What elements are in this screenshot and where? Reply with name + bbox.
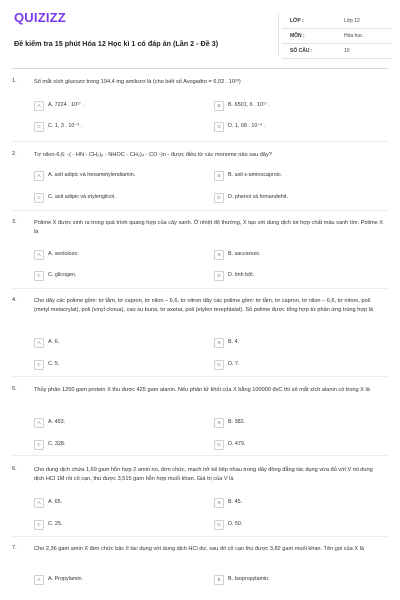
option-c[interactable] — [34, 122, 194, 134]
meta-row-subject — [282, 29, 392, 44]
option-text: C. 1, 3 . 10⁻³ . — [48, 123, 83, 130]
question-number: 4. — [12, 297, 17, 303]
worksheet-title: Đề kiểm tra 15 phút Hóa 12 Học kì 1 có đáp án (Lần 2 - Đề 3) — [14, 39, 219, 48]
question-separator — [12, 455, 388, 456]
question-text: Polime X được sinh ra trong quá trình quang hợp của cây xanh. Ở nhiệt độ thường, X tạo với dung dịch iot hợp chất màu xanh tím. Polime X là — [34, 220, 384, 235]
question-separator — [12, 376, 388, 377]
question-text: Thủy phân 1250 gam protein X thu được 425 gam alanin. Nếu phân tử khối của X bằng 100000 đvC thì số mắt xích alanin có trong X là — [34, 387, 370, 393]
option-text: C. 25. — [48, 521, 63, 528]
option-letter-box[interactable]: D — [214, 193, 224, 203]
option-letter-box[interactable]: D — [214, 271, 224, 281]
option-letter-box[interactable]: B — [214, 418, 224, 428]
question-number: 3. — [12, 219, 17, 225]
option-a[interactable] — [34, 575, 194, 587]
question-separator — [12, 288, 388, 289]
option-text: D. 479. — [228, 441, 246, 448]
option-c[interactable] — [34, 271, 194, 283]
option-a[interactable] — [34, 498, 194, 510]
option-a[interactable] — [34, 171, 194, 183]
option-b[interactable] — [214, 250, 374, 262]
option-d[interactable] — [214, 520, 374, 532]
worksheet-header — [12, 8, 388, 66]
question-text: Tơ nilon-6,6: -( - HN - CH₂)₆ - NHOC - CH₂)₄ - CO -)n - được điều từ các monome nào sau đây? — [34, 152, 272, 158]
option-text: A. 453. — [48, 419, 66, 426]
option-letter-box[interactable]: A — [34, 101, 44, 111]
option-b[interactable] — [214, 101, 374, 113]
question-number: 2. — [12, 151, 17, 157]
option-text: C. 328. — [48, 441, 66, 448]
option-letter-box[interactable]: B — [214, 575, 224, 585]
option-letter-box[interactable]: A — [34, 250, 44, 260]
option-text: A. axit adipic và hexametylendiamin. — [48, 172, 136, 179]
option-letter-box[interactable]: D — [214, 360, 224, 370]
header-rule — [12, 68, 388, 69]
option-letter-box[interactable]: C — [34, 122, 44, 132]
option-text: B. 6501, 6 . 10¹⁷ . — [228, 102, 270, 109]
option-text: C. glicogen. — [48, 272, 77, 279]
option-a[interactable] — [34, 338, 194, 350]
option-b[interactable] — [214, 418, 374, 430]
option-d[interactable] — [214, 360, 374, 372]
question-text: Cho dãy các polime gồm: tơ tằm, tơ capron, tơ nilon – 6,6, tơ nitron dãy các polime gồm: tơ tằm, tơ capron, tơ nilon – 6,6, tơ nitron, poli (metyl metacrylat), poli (vinyl clorua), cao su buna, tơ axetat, poli (etylen terephtalat). Số polime được tổng hợp từ phản ứng trùng hợp là — [34, 298, 374, 313]
option-b[interactable] — [214, 575, 374, 587]
option-letter-box[interactable]: D — [214, 122, 224, 132]
question-text: Số mắt xích glucozơ trong 194,4 mg amilozơ là (cho biết số Avogađro = 6,02 . 10²³) — [34, 79, 241, 85]
option-letter-box[interactable]: A — [34, 171, 44, 181]
option-a[interactable] — [34, 101, 194, 113]
option-letter-box[interactable]: B — [214, 250, 224, 260]
question-separator — [12, 210, 388, 211]
meta-row-count — [282, 44, 392, 59]
option-text: D. 7. — [228, 361, 240, 368]
option-c[interactable] — [34, 520, 194, 532]
option-text: B. axit ε-aminocaproic. — [228, 172, 283, 179]
option-text: B. saccarozo. — [228, 251, 261, 258]
option-text: A. 6. — [48, 339, 60, 346]
question-separator — [12, 536, 388, 537]
option-text: A. 7224 . 10¹⁷ . — [48, 102, 84, 109]
option-letter-box[interactable]: A — [34, 338, 44, 348]
option-letter-box[interactable]: C — [34, 271, 44, 281]
option-letter-box[interactable]: C — [34, 360, 44, 370]
option-letter-box[interactable]: B — [214, 498, 224, 508]
option-text: B. 382. — [228, 419, 246, 426]
option-letter-box[interactable]: B — [214, 101, 224, 111]
meta-value: 10 — [344, 48, 350, 54]
question-number: 6. — [12, 466, 17, 472]
option-text: B. 45. — [228, 499, 243, 506]
option-c[interactable] — [34, 193, 194, 205]
option-d[interactable] — [214, 122, 374, 134]
option-letter-box[interactable]: D — [214, 440, 224, 450]
option-letter-box[interactable]: B — [214, 171, 224, 181]
option-letter-box[interactable]: C — [34, 193, 44, 203]
option-letter-box[interactable]: D — [214, 520, 224, 530]
option-text: D. 50. — [228, 521, 243, 528]
meta-label: MÔN : — [290, 33, 305, 39]
meta-value: Hóa học — [344, 33, 363, 39]
option-c[interactable] — [34, 360, 194, 372]
question-text: Cho dung dịch chứa 1,69 gam hỗn hợp 2 amin no, đơn chức, mạch hở kế tiếp nhau trong dãy đồng đẳng tác dụng vừa đủ với V ml dung dịch HCl 1M rồi cô cạn, thu được 3,515 gam hỗn hợp muối khan. Giá trị của V là — [34, 467, 373, 482]
option-text: B. 4. — [228, 339, 240, 346]
option-letter-box[interactable]: A — [34, 575, 44, 585]
option-c[interactable] — [34, 440, 194, 452]
option-b[interactable] — [214, 498, 374, 510]
option-text: A. Propylamin. — [48, 576, 84, 583]
option-b[interactable] — [214, 171, 374, 183]
question-number: 1. — [12, 78, 17, 84]
option-text: D. 1, 08 . 10⁻³ . — [228, 123, 266, 130]
option-letter-box[interactable]: A — [34, 418, 44, 428]
meta-value: Lớp 12 — [344, 18, 360, 24]
option-letter-box[interactable]: A — [34, 498, 44, 508]
option-d[interactable] — [214, 440, 374, 452]
meta-row-class — [282, 14, 392, 29]
option-letter-box[interactable]: C — [34, 520, 44, 530]
option-text: B. Isopropylamin. — [228, 576, 270, 583]
option-text: D. tinh bột. — [228, 272, 255, 279]
option-a[interactable] — [34, 418, 194, 430]
meta-label: LỚP : — [290, 18, 304, 24]
option-letter-box[interactable]: B — [214, 338, 224, 348]
option-text: C. axit adipic và etylenglicol. — [48, 194, 116, 201]
question-separator — [12, 141, 388, 142]
question-number: 5. — [12, 386, 17, 392]
option-d[interactable] — [214, 271, 374, 283]
quizizz-logo: QUIZIZZ — [14, 10, 66, 25]
option-b[interactable] — [214, 338, 374, 350]
question-text: Cho 2,36 gam amin X đơn chức bậc II tác dụng với dung dịch HCl dư, sau đó cô cạn thu được 3,82 gam muối khan. Tên gọi của X là — [34, 546, 364, 552]
question-number: 7. — [12, 545, 17, 551]
option-text: D. phenol và fomandehit. — [228, 194, 288, 201]
meta-divider — [278, 14, 279, 56]
option-d[interactable] — [214, 193, 374, 205]
option-letter-box[interactable]: C — [34, 440, 44, 450]
option-text: C. 5. — [48, 361, 60, 368]
meta-table — [282, 14, 392, 59]
option-text: A. 65. — [48, 499, 63, 506]
meta-label: SỐ CÂU : — [290, 48, 313, 54]
option-text: A. xenlulozo. — [48, 251, 79, 258]
option-a[interactable] — [34, 250, 194, 262]
